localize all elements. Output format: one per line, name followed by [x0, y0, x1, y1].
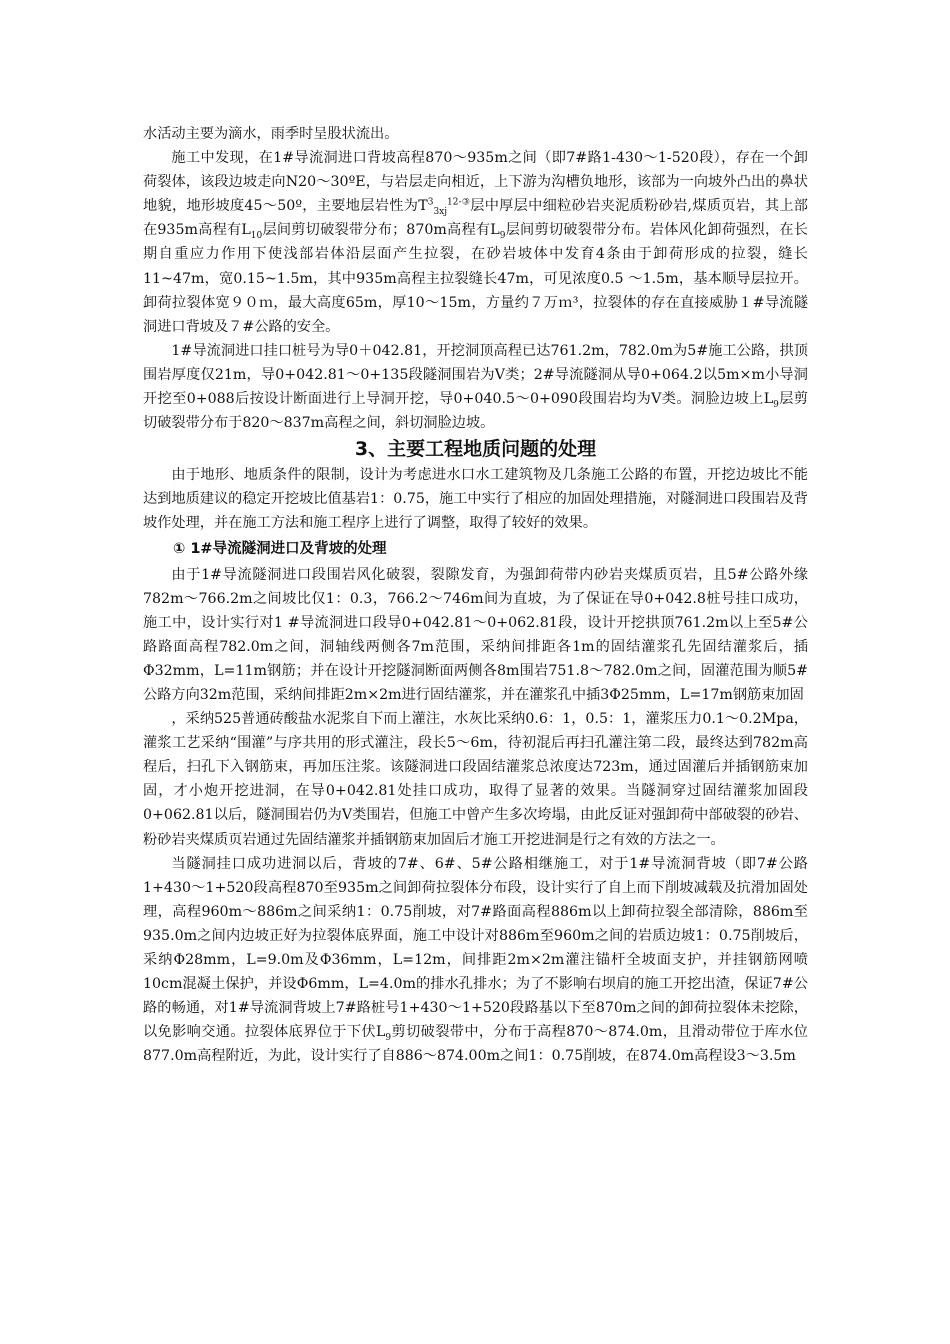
paragraph-1: 水活动主要为滴水，雨季时呈股状流出。 [143, 126, 399, 142]
document-page [143, 122, 808, 1068]
paragraph-2-text-c: 层间剪切破裂带分布；870m高程有L [262, 222, 500, 239]
paragraph-2 [143, 146, 808, 339]
paragraph-4: 由于地形、地质条件的限制，设计为考虑进水口水工建筑物及几条施工公路的布置，开挖边坡比不能达到地质建议的稳定开挖坡比值基岩1：0.75，施工中实行了相应的加固处理措施，对隧洞进口段围岩及背坡作处理，并在施工方法和施工程序上进行了调整，取得了较好的效果。 [143, 467, 808, 532]
superscript: 12-③ [447, 197, 471, 208]
section-heading: 3、主要工程地质问题的处理 [354, 438, 597, 461]
subsection-heading: ① 1#导流隧洞进口及背坡的处理 [173, 540, 387, 557]
paragraph-2-text-b: 层中厚层中细粒砂岩夹泥质粉砂岩,煤质页岩，其上部在935m高程有L [143, 198, 808, 239]
paragraph-6: ，采纳525普通砖酸盐水泥浆自下而上灌注，水灰比采纳0.6：1，0.5：1，灌浆压力0.1～0.2Mpa，灌浆工艺采纳“围灌”与序共用的形式灌注，段长5～6m，待初混后再扫孔灌注第二段，最终达到782m高程后，扫孔下入钢筋束，再加压注浆。该隧洞进口段固结灌浆总浓度达723m，通过固灌后并插钢筋束加固，才小炮开挖进洞，在导0+042.81处挂口成功，取得了显著的效果。当隧洞穿过固结灌浆加固段0+062.81以后，隧洞围岩仍为Ⅴ类围岩，但施工中曾产生多次垮塌，由此反证对强卸荷中部破裂的砂岩、粉砂岩夹煤质页岩通过先固结灌浆并插钢筋束加固后才施工开挖进洞是行之有效的方法之一。 [143, 711, 808, 848]
subscript: 9 [499, 231, 506, 242]
subscript: 3xj [433, 207, 448, 218]
paragraph-2-text-a: 施工中发现，在1#导流洞进口背坡高程870～935m之间（即7#路1-430～1-520段），存在一个卸荷裂体，该段边坡走向N20～30ºE，与岩层走向相近，上下游为沟槽负地形，该部为一向坡外凸出的鼻状地貌，地形坡度45～50º，主要地层岩性为T [143, 150, 808, 215]
paragraph-3-text-b: 层剪切破裂带分布于820～837m高程之间，斜切洞脸边坡。 [143, 391, 808, 432]
paragraph-3 [143, 339, 808, 435]
paragraph-3-text-a: 1#导流洞进口挂口桩号为导0＋042.81，开挖洞顶高程已达761.2m，782.0m为5#施工公路，拱顶围岩厚度仅21m，导0+042.81～0+135段隧洞围岩为Ⅴ类；2#导流隧洞从导0+064.2以5m×m小导洞开挖至0+088后按设计断面进行上导洞开挖，导0+040.5～0+090段围岩均为Ⅴ类。洞脸边坡上L [143, 342, 808, 408]
paragraph-2-text-d: 层间剪切破裂带分布。岩体风化卸荷强烈，在长期自重应力作用下使浅部岩体沿层面产生拉裂，在砂岩坡体中发育4条由于卸荷形成的拉裂，缝长11~47m，宽0.15~1.5m，其中935m高程主拉裂缝长47m，可见浓度0.5 ～1.5m，基本顺导层拉开。卸荷拉裂体宽９０ｍ，最大高度65m，厚10～15m，方量约７万ｍ³，拉裂体的存在直接威胁１#导流隧洞进口背坡及７#公路的安全。 [143, 222, 808, 335]
superscript: 3 [427, 197, 434, 208]
subscript: 10 [250, 231, 263, 242]
paragraph-5: 由于1#导流隧洞进口段围岩风化破裂，裂隙发育，为强卸荷带内砂岩夹煤质页岩，且5#公路外缘782m～766.2m之间坡比仅1：0.3，766.2～746m间为直坡，为了保证在导0+042.8桩号挂口成功，施工中，设计实行对1 #导流洞进口段导0+042.81～0+062.81段，设计开挖拱顶761.2m以上至5#公路路面高程782.0m之间，洞轴线两侧各7m范围，采纳间排距各1m的固结灌浆孔先固结灌浆后，插Φ32mm，L=11m钢筋；并在设计开挖隧洞断面两侧各8m围岩751.8～782.0m之间，固灌范围为顺5#公路方向32m范围，采纳间排距2m×2m进行固结灌浆，并在灌浆孔中插3Φ25mm，L=17m钢筋束加固 [143, 566, 808, 703]
paragraph-7-text-a: 当隧洞挂口成功进洞以后，背坡的7#、6#、5#公路相继施工，对于1#导流洞背坡（即7#公路1+430～1+520段高程870至935m之间卸荷拉裂体分布段，设计实行了自上而下削坡减载及抗滑加固处理，高程960m～886m之间采纳1：0.75削坡，对7#路面高程886m以上卸荷拉裂全部清除，886m至935.0m之间内边坡正好为拉裂体底界面，施工中设计对886m至960m之间的岩质边坡1：0.75削坡后，采纳Φ28mm，L=9.0m及Φ36mm，L=12m，间排距2m×2m灌注锚杆全坡面支护，并挂钢筋网喷10cm混凝土保护，并设Φ6mm，L=4.0m的排水孔排水；为了不影响右坝肩的施工开挖出渣，保证7#公路的畅通，对1#导流洞背坡上7#路桩号1+430～1+520段路基以下至870m之间的卸荷拉裂体未挖除，以免影响交通。拉裂体底界位于下伏L [143, 855, 808, 1041]
paragraph-7 [143, 852, 808, 1069]
paragraph-7-text-b: 剪切破裂带中，分布于高程870～874.0m，且滑动带位于库水位877.0m高程附近，为此，设计实行了自886～874.00m之间1：0.75削坡，在874.0m高程设3～3.5m [143, 1024, 808, 1065]
subscript: 9 [773, 399, 779, 410]
subscript: 9 [385, 1033, 392, 1044]
